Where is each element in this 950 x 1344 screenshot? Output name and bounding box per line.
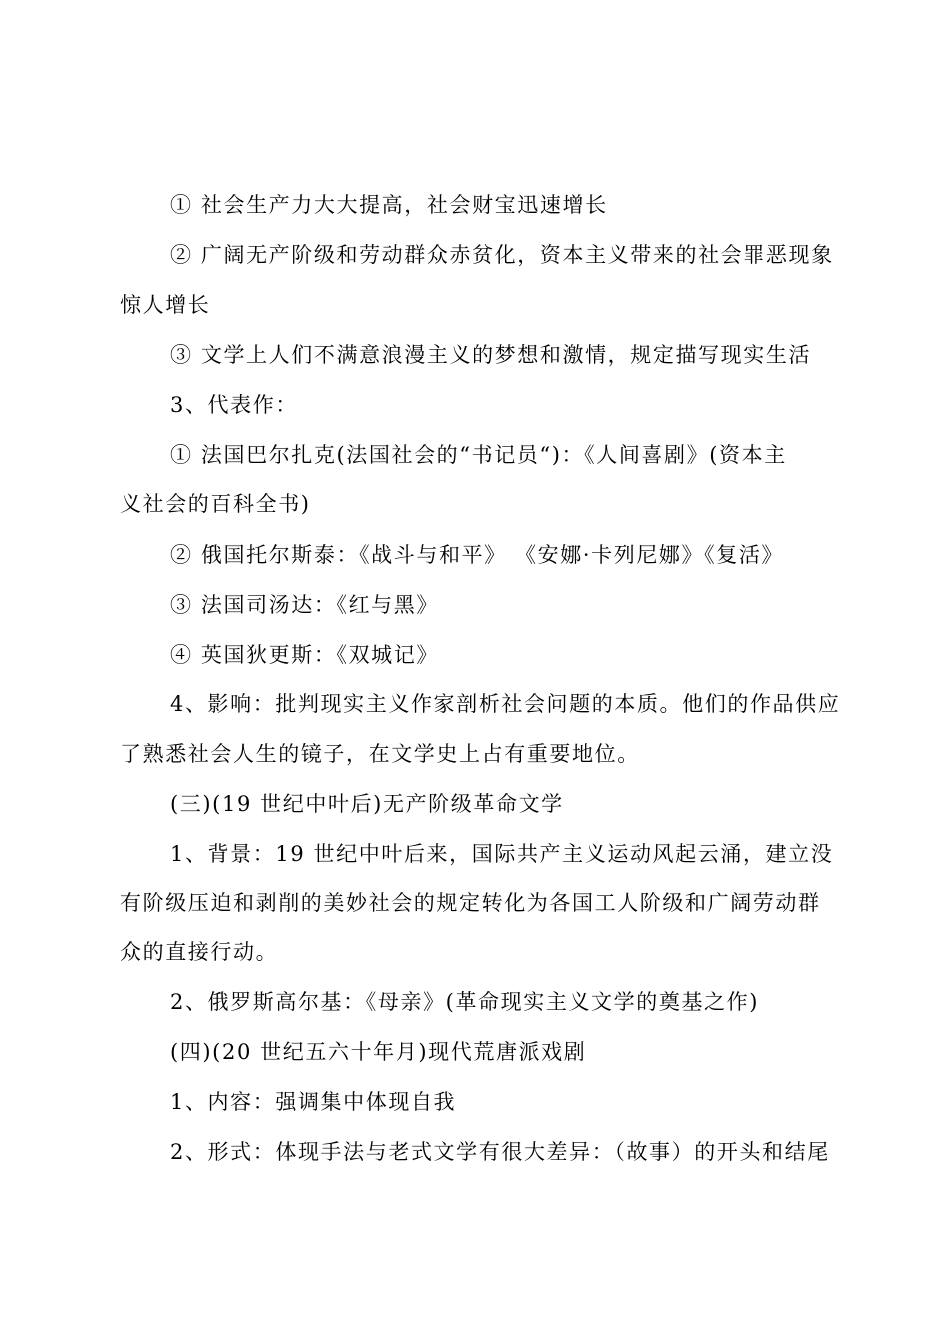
text-line: ② 广阔无产阶级和劳动群众赤贫化，资本主义带来的社会罪恶现象 [170,243,834,267]
text-line: 4、影响：批判现实主义作家剖析社会问题的本质。他们的作品供应 [170,692,841,716]
text-line: 了熟悉社会人生的镜子，在文学史上占有重要地位。 [120,742,640,766]
text-line: ④ 英国狄更斯：《双城记》 [170,643,439,667]
text-line: 1、内容：强调集中体现自我 [170,1090,457,1114]
text-line: 惊人增长 [120,293,211,317]
section-heading: (三)(19 世纪中叶后)无产阶级革命文学 [170,792,564,816]
text-line: 1、背景：19 世纪中叶后来，国际共产主义运动风起云涌，建立没 [170,842,834,866]
text-line: 3、代表作： [170,393,298,417]
text-line: 有阶级压迫和剥削的美妙社会的规定转化为各国工人阶级和广阔劳动群 [120,891,821,915]
text-line: ② 俄国托尔斯泰：《战斗与和平》 《安娜·卡列尼娜》《复活》 [170,543,785,567]
text-line: ③ 文学上人们不满意浪漫主义的梦想和激情，规定描写现实生活 [170,343,812,367]
text-line: 2、形式：体现手法与老式文学有很大差异：（故事）的开头和结尾 [170,1140,830,1164]
text-line: ③ 法国司汤达：《红与黑》 [170,593,439,617]
text-line: 2、俄罗斯高尔基：《母亲》(革命现实主义文学的奠基之作) [170,990,760,1014]
text-line: ① 社会生产力大大提高，社会财宝迅速增长 [170,193,608,217]
section-heading: (四)(20 世纪五六十年月)现代荒唐派戏剧 [170,1040,587,1064]
text-line: 众的直接行动。 [120,940,279,964]
text-line: ① 法国巴尔扎克(法国社会的“书记员“)：《人间喜剧》(资本主 [170,443,787,467]
text-line: 义社会的百科全书) [120,492,311,516]
